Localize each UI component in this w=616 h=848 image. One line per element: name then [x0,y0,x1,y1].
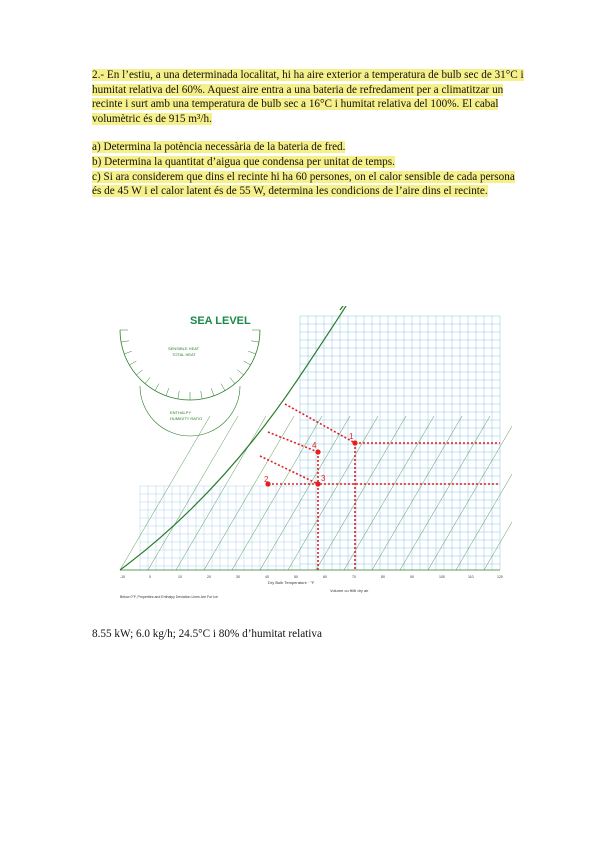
state-point-1 [352,440,357,445]
state-point-label: 3 [321,474,326,483]
x-tick-label: 30 [236,575,240,579]
x-tick-label: 60 [323,575,327,579]
chart-title: SEA LEVEL [190,315,251,327]
x-tick-label: 120 [497,575,503,579]
x-axis-label: Dry Bulb Temperature · °F [268,580,315,585]
x-tick-label: 10 [178,575,182,579]
footer-note: Below 0°F, Properties and Enthalpy Deviation Lines Are For Ice [120,595,218,599]
x-tick-label: 70 [352,575,356,579]
x-tick-label: 80 [381,575,385,579]
volume-axis-label: Volume cu ft/lb dry air [330,588,369,593]
question-c: c) Si ara considerem que dins el recinte hi ha 60 persones, on el calor sensible de cada persona és de 45 W i el calor latent és de 55 W, determina les condicions de l’aire dins el recinte. [92,170,515,198]
x-tick-label: 20 [207,575,211,579]
x-tick-label: 110 [468,575,474,579]
x-tick-label: -10 [120,575,126,579]
state-point-4 [315,449,320,454]
x-tick-label: 0 [149,575,151,579]
x-tick-label: 40 [265,575,269,579]
x-tick-label: 100 [439,575,445,579]
problem-statement: 2.- En l’estiu, a una determinada localitat, hi ha aire exterior a temperatura de bulb sec de 31°C i humitat relativa del 60%. Aquest aire entra a una bateria de refredament per a climatitzar un recinte i surt amb una temperatura de bulb sec a 16°C i humitat relativa del 100%. El cabal volumètric és de 915 m³/h. [92,69,524,125]
total-heat-label: TOTAL HEAT [172,352,196,357]
state-point-label: 1 [349,432,354,441]
answer-text: 8.55 kW; 6.0 kg/h; 24.5°C i 80% d’humitat relativa [92,628,322,640]
humidity-ratio-label: HUMIDITY RATIO [170,416,203,421]
sensible-heat-label: SENSIBLE HEAT [168,346,200,351]
state-point-label: 2 [264,475,269,484]
x-tick-label: 50 [294,575,298,579]
psychrometric-chart [100,306,512,608]
enthalpy-label: ENTHALPY [170,410,192,415]
problem-text [92,68,524,199]
state-point-label: 4 [312,441,317,450]
x-tick-label: 90 [410,575,414,579]
question-a: a) Determina la potència necessària de la bateria de fred. [92,141,346,154]
question-b: b) Determina la quantitat d’aigua que condensa per unitat de temps. [92,155,395,168]
state-point-3 [315,481,320,486]
